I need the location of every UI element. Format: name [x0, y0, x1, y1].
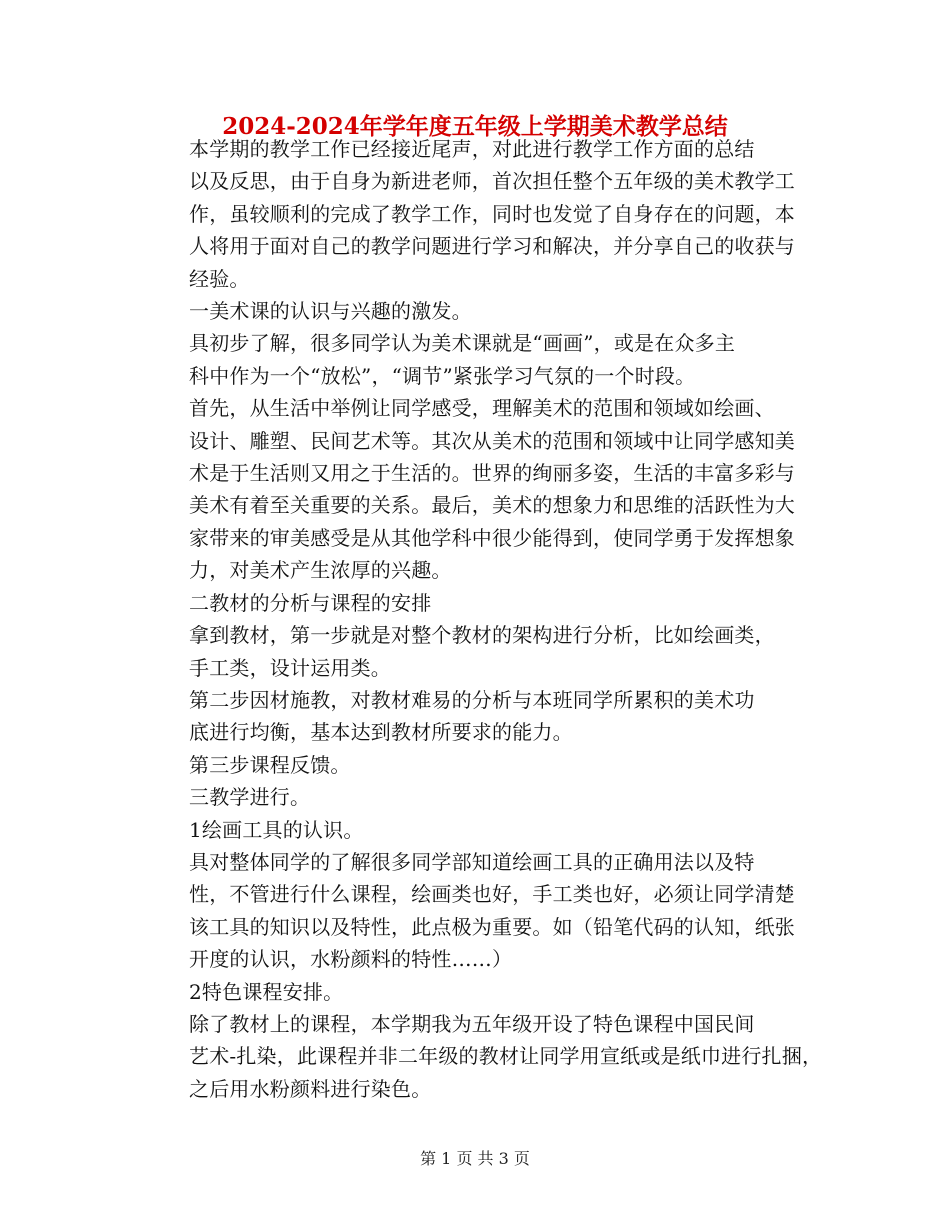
paragraph-line: 手工类，设计运用类。 [189, 655, 391, 680]
paragraph-line: 第三步课程反馈。 [189, 752, 351, 777]
paragraph [142, 133, 802, 295]
paragraph-line: 作，虽较顺利的完成了教学工作，同时也发觉了自身存在的问题，本 [189, 201, 795, 226]
paragraph-line: 科中作为一个“放松”，“调节”紧张学习气氛的一个时段。 [189, 363, 696, 388]
document-title: 2024-2024年学年度五年级上学期美术教学总结 [222, 113, 728, 140]
paragraph-line: 力，对美术产生浓厚的兴趣。 [189, 558, 452, 583]
paragraph-line: 经验。 [189, 266, 250, 291]
paragraph [142, 295, 802, 327]
paragraph-line: 性，不管进行什么课程，绘画类也好，手工类也好，必须让同学清楚 [189, 882, 795, 907]
paragraph-line: 美术有着至关重要的关系。最后，美术的想象力和思维的活跃性为大 [189, 493, 795, 518]
paragraph-line: 本学期的教学工作已经接近尾声，对此进行教学工作方面的总结 [189, 137, 755, 161]
paragraph [142, 781, 802, 813]
paragraph-line: 以及反思，由于自身为新进老师，首次担任整个五年级的美术教学工 [189, 169, 795, 194]
paragraph [142, 976, 802, 1008]
paragraph-line: 首先，从生活中举例让同学感受，理解美术的范围和领域如绘画、 [189, 396, 775, 421]
paragraph [142, 684, 802, 749]
paragraph-line: 除了教材上的课程，本学期我为五年级开设了特色课程中国民间 [189, 1011, 755, 1036]
paragraph [142, 846, 802, 976]
paragraph-line: 第二步因材施教，对教材难易的分析与本班同学所累积的美术功 [189, 687, 755, 712]
paragraph-line: 一美术课的认识与兴趣的激发。 [189, 299, 472, 324]
paragraph [142, 587, 802, 619]
paragraph-line: 艺术-扎染，此课程并非二年级的教材让同学用宣纸或是纸巾进行扎捆， [189, 1044, 823, 1069]
paragraph-line: 二教材的分析与课程的安排 [189, 590, 432, 615]
paragraph [142, 327, 802, 392]
document-body [142, 133, 823, 1105]
paragraph-line: 具初步了解，很多同学认为美术课就是“画画”，或是在众多主 [189, 331, 736, 356]
paragraph-line: 1绘画工具的认识。 [189, 817, 364, 842]
page-footer: 第 1 页 共 3 页 [420, 1149, 530, 1168]
paragraph-line: 具对整体同学的了解很多同学部知道绘画工具的正确用法以及特 [189, 849, 755, 874]
paragraph-line: 设计、雕塑、民间艺术等。其次从美术的范围和领域中让同学感知美 [189, 428, 795, 453]
paragraph-line: 开度的认识，水粉颜料的特性……） [189, 947, 513, 972]
paragraph [142, 749, 802, 781]
paragraph-line: 家带来的审美感受是从其他学科中很少能得到，使同学勇于发挥想象 [189, 525, 795, 550]
paragraph [142, 1008, 823, 1105]
paragraph-line: 人将用于面对自己的教学问题进行学习和解决，并分享自己的收获与 [189, 234, 795, 259]
paragraph-line: 底进行均衡，基本达到教材所要求的能力。 [189, 720, 573, 745]
paragraph-line: 该工具的知识以及特性，此点极为重要。如（铅笔代码的认知，纸张 [189, 914, 795, 939]
paragraph-line: 三教学进行。 [189, 785, 311, 810]
paragraph-line: 拿到教材，第一步就是对整个教材的架构进行分析，比如绘画类， [189, 623, 775, 648]
paragraph-line: 之后用水粉颜料进行染色。 [189, 1076, 432, 1101]
paragraph [142, 392, 802, 586]
paragraph-line: 术是于生活则又用之于生活的。世界的绚丽多姿，生活的丰富多彩与 [189, 461, 795, 486]
paragraph-line: 2特色课程安排。 [189, 979, 344, 1004]
paragraph [142, 619, 802, 684]
paragraph [142, 814, 802, 846]
